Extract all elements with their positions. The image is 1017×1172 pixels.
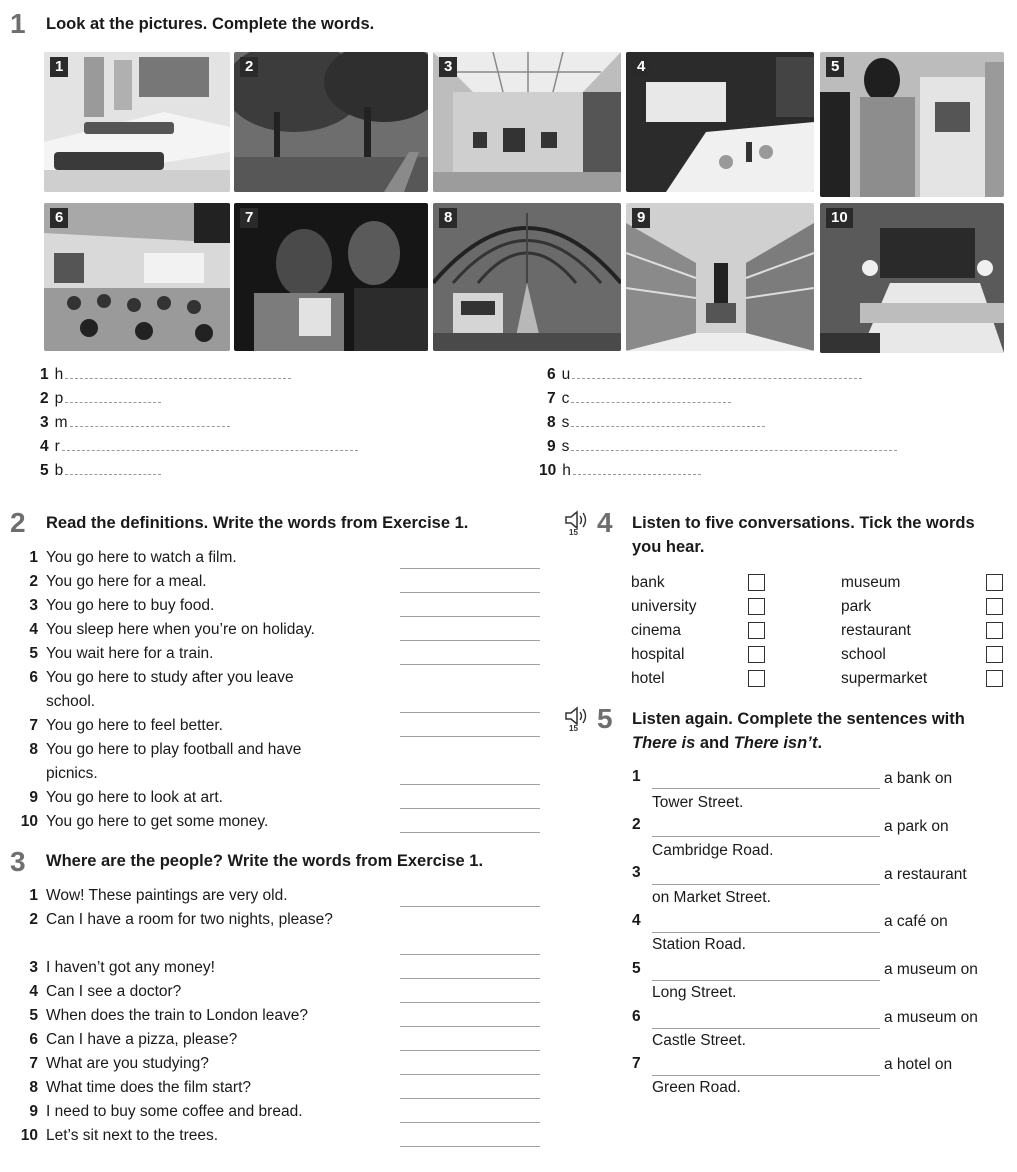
answer-line[interactable] [652, 980, 880, 981]
track-number: 15 [569, 724, 578, 733]
exercise-3-title: Where are the people? Write the words from Exercise 1. [46, 852, 484, 870]
answer-line[interactable] [400, 906, 540, 907]
item-number: 4 [632, 912, 641, 929]
item-number: 2 [29, 911, 38, 928]
speech-text: Can I have a room for two nights, please? [46, 911, 333, 928]
first-letter: m [54, 414, 68, 431]
word-item[interactable] [40, 436, 358, 458]
title-connector: and [695, 734, 734, 752]
definition-text: You wait here for a train. [46, 645, 214, 662]
definition-text: You go here to look at art. [46, 789, 223, 806]
item-number: 3 [40, 414, 49, 431]
photo-number: 5 [826, 57, 844, 77]
exercise-1-number: 1 [10, 8, 26, 39]
photo-number: 8 [439, 208, 457, 228]
item-number: 7 [29, 717, 38, 734]
answer-blank[interactable] [65, 364, 291, 379]
item-number: 8 [547, 414, 556, 431]
speech-text: Can I see a doctor? [46, 983, 182, 1000]
word-item[interactable] [547, 412, 765, 434]
sentence-end: a museum on [884, 961, 978, 978]
answer-blank[interactable] [65, 460, 161, 475]
answer-line[interactable] [652, 1028, 880, 1029]
first-letter: b [54, 462, 64, 479]
tick-word: museum [841, 574, 901, 591]
item-number: 9 [29, 789, 38, 806]
photo-museum [433, 52, 621, 192]
item-number: 10 [20, 1127, 38, 1144]
sentence-line2: Green Road. [652, 1079, 741, 1096]
first-letter: s [561, 414, 570, 431]
item-number: 6 [29, 669, 38, 686]
answer-blank[interactable] [70, 412, 230, 427]
word-item[interactable] [40, 412, 230, 434]
photo-bank [820, 52, 1004, 197]
exercise-5-title-line2 [632, 734, 822, 753]
first-letter: h [562, 462, 571, 479]
answer-blank[interactable] [571, 388, 731, 403]
definition-text: You go here to study after you leave school. [46, 669, 294, 710]
tick-word: bank [631, 574, 665, 591]
speech-text: What time does the film start? [46, 1079, 252, 1096]
answer-line[interactable] [400, 808, 540, 809]
item-number: 10 [20, 813, 38, 830]
tick-word: hotel [631, 670, 665, 687]
answer-blank[interactable] [572, 364, 862, 379]
tick-checkbox[interactable] [748, 598, 765, 615]
item-number: 2 [632, 816, 641, 833]
word-item[interactable] [547, 388, 731, 410]
definition-text: You sleep here when you’re on holiday. [46, 621, 315, 638]
photo-supermarket [626, 203, 814, 351]
definition-text: You go here to buy food. [46, 597, 215, 614]
tick-word: supermarket [841, 670, 928, 687]
exercise-2-title: Read the definitions. Write the words from Exercise 1. [46, 514, 469, 532]
answer-line[interactable] [400, 1026, 540, 1027]
answer-line[interactable] [400, 978, 540, 979]
sentence-end: a restaurant [884, 866, 967, 883]
answer-line[interactable] [400, 664, 540, 665]
answer-line[interactable] [400, 1146, 540, 1147]
photo-hotel [820, 203, 1004, 353]
answer-line[interactable] [652, 1075, 880, 1076]
answer-line[interactable] [400, 616, 540, 617]
item-number: 7 [632, 1055, 641, 1072]
word-item[interactable] [40, 388, 161, 410]
definition-text: You go here to get some money. [46, 813, 269, 830]
tick-word: school [841, 646, 886, 663]
answer-line[interactable] [400, 1002, 540, 1003]
answer-line[interactable] [652, 836, 880, 837]
answer-line[interactable] [400, 832, 540, 833]
answer-line[interactable] [652, 788, 880, 789]
item-number: 5 [40, 462, 49, 479]
photo-number: 1 [50, 57, 68, 77]
tick-checkbox[interactable] [986, 598, 1003, 615]
answer-line[interactable] [400, 712, 540, 713]
photo-number: 2 [240, 57, 258, 77]
exercise-4-title-line2: you hear. [632, 538, 705, 556]
speech-text: When does the train to London leave? [46, 1007, 308, 1024]
item-number: 4 [29, 983, 38, 1000]
photo-number: 3 [439, 57, 457, 77]
tick-checkbox[interactable] [748, 646, 765, 663]
phrase-there-isnt: There isn’t [733, 734, 818, 752]
item-number: 7 [29, 1055, 38, 1072]
sentence-end: a museum on [884, 1009, 978, 1026]
audio-icon[interactable] [563, 510, 595, 546]
sentence-end: a bank on [884, 770, 953, 787]
item-number: 9 [547, 438, 556, 455]
photo-number: 6 [50, 208, 68, 228]
speech-text: What are you studying? [46, 1055, 209, 1072]
first-letter: p [54, 390, 64, 407]
item-number: 6 [547, 366, 556, 383]
item-number: 1 [632, 768, 641, 785]
tick-checkbox[interactable] [986, 622, 1003, 639]
definition-text: You go here to watch a film. [46, 549, 237, 566]
first-letter: h [54, 366, 64, 383]
photo-park [234, 52, 428, 192]
first-letter: c [561, 390, 570, 407]
photo-number: 9 [632, 208, 650, 228]
exercise-5-number: 5 [597, 703, 613, 734]
answer-line[interactable] [400, 784, 540, 785]
item-number: 5 [29, 1007, 38, 1024]
item-number: 10 [539, 462, 557, 479]
tick-checkbox[interactable] [986, 646, 1003, 663]
first-letter: s [561, 438, 570, 455]
definition-text: You go here for a meal. [46, 573, 207, 590]
definition-text: You go here to feel better. [46, 717, 223, 734]
answer-blank[interactable] [65, 388, 161, 403]
exercise-3-number: 3 [10, 846, 26, 877]
sentence-line2: Tower Street. [652, 794, 744, 811]
sentence-line2: on Market Street. [652, 889, 771, 906]
definition-text: You go here to play football and have picnics. [46, 741, 302, 782]
tick-word: university [631, 598, 697, 615]
speech-text: I need to buy some coffee and bread. [46, 1103, 303, 1120]
tick-checkbox[interactable] [986, 574, 1003, 591]
item-number: 3 [29, 597, 38, 614]
sentence-line2: Cambridge Road. [652, 842, 774, 859]
answer-line[interactable] [400, 592, 540, 593]
answer-line[interactable] [652, 932, 880, 933]
item-number: 8 [29, 1079, 38, 1096]
first-letter: u [561, 366, 571, 383]
item-number: 4 [40, 438, 49, 455]
exercise-5-title: Listen again. Complete the sentences with [632, 710, 965, 728]
photo-university [44, 203, 230, 351]
answer-blank[interactable] [573, 460, 701, 475]
phrase-there-is: There is [632, 734, 696, 752]
speech-text: Let’s sit next to the trees. [46, 1127, 219, 1144]
sentence-line2: Long Street. [652, 984, 737, 1001]
word-item[interactable] [539, 460, 701, 482]
photo-station [433, 203, 621, 351]
tick-word: cinema [631, 622, 681, 639]
word-item[interactable] [40, 460, 161, 482]
word-item[interactable] [40, 364, 291, 386]
photo-number: 10 [826, 208, 853, 228]
item-number: 1 [29, 549, 38, 566]
answer-line[interactable] [400, 568, 540, 569]
answer-line[interactable] [400, 1098, 540, 1099]
photo-number: 4 [632, 57, 650, 77]
answer-blank[interactable] [571, 436, 897, 451]
item-number: 8 [29, 741, 38, 758]
item-number: 3 [29, 959, 38, 976]
exercise-4-number: 4 [597, 507, 613, 538]
speech-text: Can I have a pizza, please? [46, 1031, 238, 1048]
audio-icon[interactable] [563, 706, 595, 742]
sentence-line2: Station Road. [652, 936, 746, 953]
tick-word: hospital [631, 646, 685, 663]
item-number: 2 [29, 573, 38, 590]
answer-line[interactable] [400, 954, 540, 955]
sentence-end: a hotel on [884, 1056, 953, 1073]
tick-word: restaurant [841, 622, 911, 639]
item-number: 5 [29, 645, 38, 662]
item-number: 9 [29, 1103, 38, 1120]
sentence-end: a park on [884, 818, 949, 835]
sentence-end: a café on [884, 913, 948, 930]
track-number: 15 [569, 528, 578, 537]
tick-checkbox[interactable] [986, 670, 1003, 687]
item-number: 6 [632, 1008, 641, 1025]
photo-cinema [234, 203, 428, 351]
answer-blank[interactable] [571, 412, 765, 427]
word-item[interactable] [547, 364, 862, 386]
exercise-1-title: Look at the pictures. Complete the words. [46, 15, 375, 33]
answer-line[interactable] [400, 1122, 540, 1123]
photo-number: 7 [240, 208, 258, 228]
tick-checkbox[interactable] [748, 622, 765, 639]
answer-line[interactable] [652, 884, 880, 885]
answer-blank[interactable] [62, 436, 358, 451]
item-number: 1 [40, 366, 49, 383]
item-number: 5 [632, 960, 641, 977]
word-item[interactable] [547, 436, 897, 458]
tick-word: park [841, 598, 872, 615]
tick-checkbox[interactable] [748, 670, 765, 687]
item-number: 6 [29, 1031, 38, 1048]
photo-restaurant [626, 52, 814, 192]
item-number: 7 [547, 390, 556, 407]
item-number: 4 [29, 621, 38, 638]
first-letter: r [54, 438, 60, 455]
sentence-line2: Castle Street. [652, 1032, 746, 1049]
answer-line[interactable] [400, 736, 540, 737]
item-number: 3 [632, 864, 641, 881]
exercise-2-number: 2 [10, 507, 26, 538]
speech-text: I haven’t got any money! [46, 959, 215, 976]
item-number: 2 [40, 390, 49, 407]
tick-checkbox[interactable] [748, 574, 765, 591]
answer-line[interactable] [400, 1074, 540, 1075]
title-end: . [817, 734, 823, 752]
photo-hospital [44, 52, 230, 192]
item-number: 1 [29, 887, 38, 904]
speech-text: Wow! These paintings are very old. [46, 887, 288, 904]
exercise-4-title: Listen to five conversations. Tick the words [632, 514, 975, 532]
answer-line[interactable] [400, 1050, 540, 1051]
answer-line[interactable] [400, 640, 540, 641]
